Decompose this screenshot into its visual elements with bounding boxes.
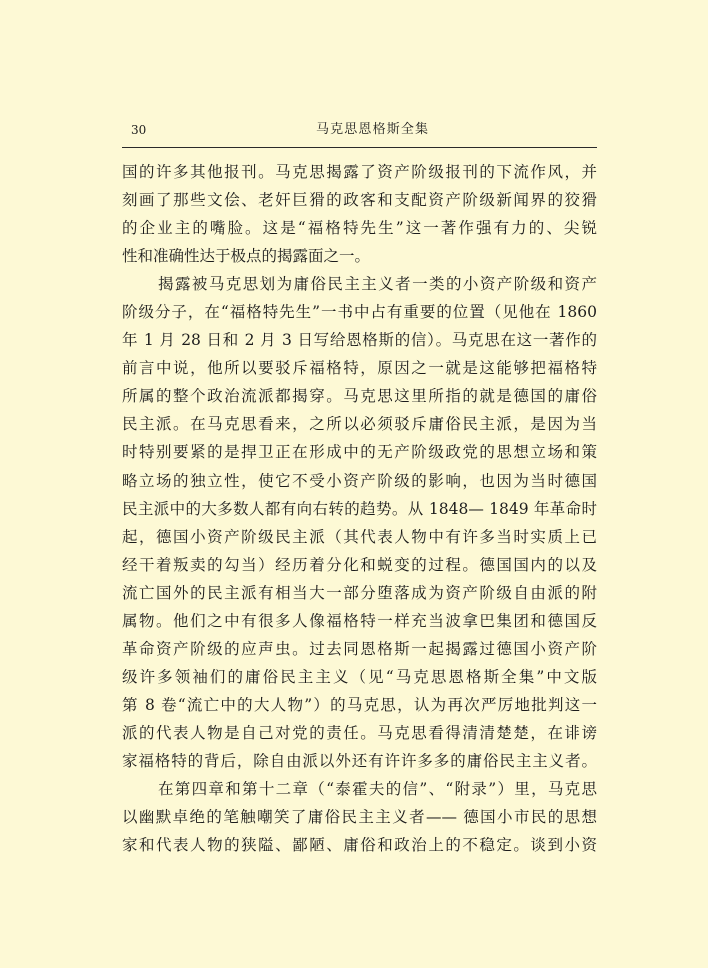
body-text — [122, 158, 597, 859]
text-line: 国的许多其他报刊。马克思揭露了资产阶级报刊的下流作风，并 — [122, 163, 597, 181]
text-line: 民主派中的大多数人都有向右转的趋势。从 1848— 1849 年革命时 — [122, 499, 597, 518]
text-line: 家福格特的背后，除自由派以外还有许许多多的庸俗民主主义者。 — [122, 751, 597, 770]
text-line: 属物。他们之中有很多人像福格特一样充当波拿巴集团和德国反 — [122, 611, 597, 630]
text-line: 在第四章和第十二章（“泰霍夫的信”、“附录”）里，马克思 — [158, 780, 597, 799]
text-line: 经干着叛卖的勾当）经历着分化和蜕变的过程。德国国内的以及 — [122, 555, 597, 574]
text-line: 革命资产阶级的应声虫。过去同恩格斯一起揭露过德国小资产阶 — [122, 639, 597, 658]
text-line: 所属的整个政治流派都揭穿。马克思这里所指的就是德国的庸俗 — [122, 387, 597, 406]
header-rule — [122, 147, 597, 148]
page-number: 30 — [131, 123, 147, 137]
text-line: 刻画了那些文侩、老奸巨猾的政客和支配资产阶级新闻界的狡猾 — [122, 191, 597, 210]
text-line: 第 8 卷“流亡中的大人物”）的马克思，认为再次严厉地批判这一 — [122, 695, 597, 714]
text-line: 家和代表人物的狭隘、鄙陋、庸俗和政治上的不稳定。谈到小资 — [122, 836, 597, 855]
text-line: 前言中说，他所以要驳斥福格特，原因之一就是这能够把福格特 — [122, 359, 597, 378]
text-line: 派的代表人物是自己对党的责任。马克思看得清清楚楚，在诽谤 — [122, 723, 597, 742]
text-line: 年 1 月 28 日和 2 月 3 日写给恩格斯的信）。马克思在这一著作的 — [122, 331, 597, 350]
text-line: 性和准确性达于极点的揭露面之一。 — [122, 247, 371, 266]
text-line: 起，德国小资产阶级民主派（其代表人物中有许多当时实质上已 — [122, 527, 597, 546]
running-title: 马克思恩格斯全集 — [316, 122, 428, 137]
text-line: 时特别要紧的是捍卫正在形成中的无产阶级政党的思想立场和策 — [122, 443, 597, 462]
text-line: 流亡国外的民主派有相当大一部分堕落成为资产阶级自由派的附 — [122, 583, 597, 602]
paragraph — [122, 270, 597, 775]
text-line: 略立场的独立性，使它不受小资产阶级的影响，也因为当时德国 — [122, 471, 597, 490]
text-line: 民主派。在马克思看来，之所以必须驳斥庸俗民主派，是因为当 — [122, 415, 597, 434]
text-line: 级许多领袖们的庸俗民主主义（见“马克思恩格斯全集”中文版 — [122, 667, 597, 686]
paragraph — [122, 775, 597, 859]
text-line: 阶级分子，在“福格特先生”一书中占有重要的位置（见他在 1860 — [122, 303, 597, 322]
text-line: 以幽默卓绝的笔触嘲笑了庸俗民主主义者—— 德国小市民的思想 — [122, 808, 597, 827]
paragraph — [122, 158, 597, 270]
text-line: 揭露被马克思划为庸俗民主主义者一类的小资产阶级和资产 — [158, 275, 597, 294]
text-line: 的企业主的嘴脸。这是“福格特先生”这一著作强有力的、尖锐 — [122, 219, 597, 238]
